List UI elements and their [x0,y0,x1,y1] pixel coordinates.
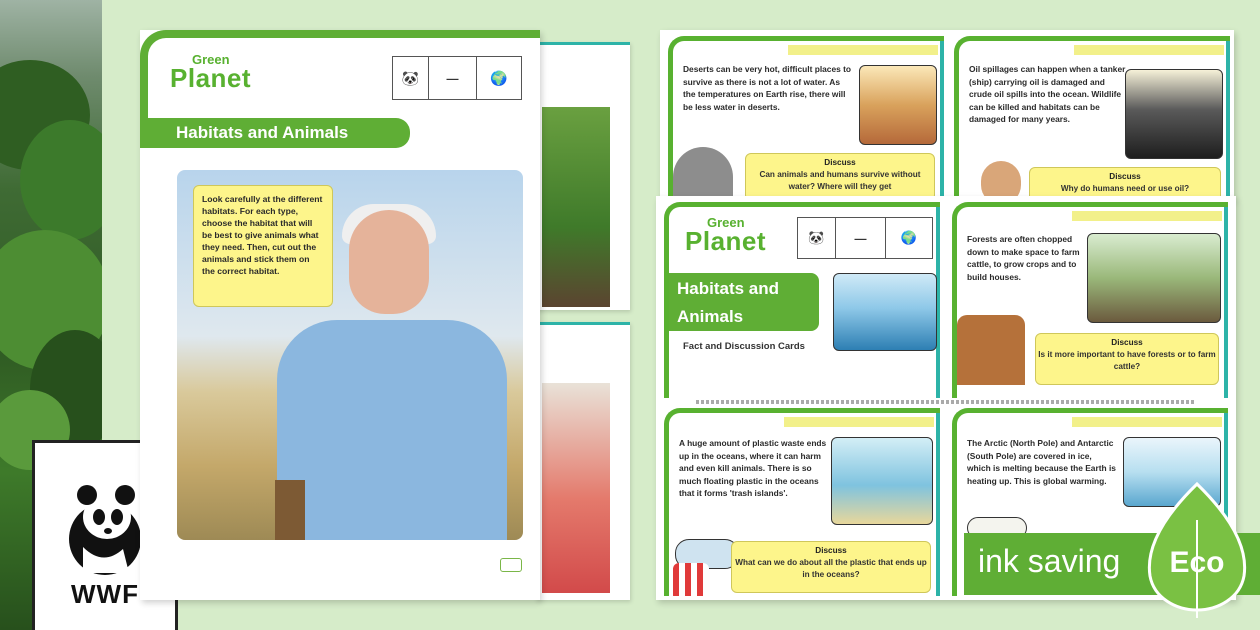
dolphins-illustration [833,273,937,351]
fact-text: Forests are often chopped down to make space to farm cattle, to grow crops and to build houses. [967,234,1080,282]
card-header-strip [784,417,934,427]
eco-label: Eco [1169,546,1225,579]
back-sheet-forest [536,42,630,310]
partner-logos [797,217,933,259]
fact-text: A huge amount of plastic waste ends up in the oceans, where it can harm and even kill animals. There is so much floating plastic in the oceans that it forms 'trash islands'. [679,438,827,498]
wwf-small-icon: 🐼 [401,69,420,86]
eco-leaf-icon [1140,480,1254,620]
footer-logo [500,558,522,572]
card-forests [952,202,1228,398]
earth-logo-icon: 🌍 [900,230,918,245]
fact-text: The Arctic (North Pole) and Antarctic (South Pole) are covered in ice, which is melting because the Earth is heating up. This is global warming. [967,438,1116,486]
cards-title: Habitats and Animals [669,273,819,331]
discuss-box: Discuss Why do humans need or use oil? [1029,167,1221,200]
partner-text-logo: ▬▬▬ [446,75,459,81]
wwf-text: WWF [71,579,139,609]
cards-cover [664,202,940,398]
habitats-worksheet [140,30,540,600]
card-header-strip [1074,45,1224,55]
card-plastic [664,408,940,596]
card-oil-spillages [954,36,1230,200]
hippo-illustration [673,147,733,200]
back-sheet-coral [536,322,630,600]
card-header-strip [1072,211,1222,221]
fact-text: Oil spillages can happen when a tanker (ship) carrying oil is damaged and crude oil spills into the ocean. Wildlife can be killed and habitats can be damaged for many years. [969,64,1126,124]
oil-rig-illustration [1125,69,1223,159]
panda-icon [63,477,147,577]
cards-sheet-top [660,30,1234,200]
bag-illustration [673,563,709,596]
worksheet-title: Habitats and Animals [140,118,410,148]
discuss-box: Discuss Is it more important to have forests or to farm cattle? [1035,333,1219,385]
child-illustration [981,161,1021,200]
cow-illustration [957,315,1025,385]
ink-saving-text: ink saving [978,543,1121,579]
desert-illustration [859,65,937,145]
card-deserts [668,36,944,200]
fact-text: Deserts can be very hot, difficult places to survive as there is not a lot of water. As the temperatures on Earth rise, there will be less water in deserts. [683,64,852,112]
earth-logo-icon: 🌍 [490,69,508,86]
partner-text-logo: ▬▬▬ [854,235,867,241]
green-planet-logo: Green Planet [685,215,767,256]
card-header-strip [1072,417,1222,427]
copyright-strip [696,400,1196,404]
instructions-note: Look carefully at the different habitats. For each type, choose the habitat that will be best to give animals what they need. Then, cut out the animals and stick them on the correct habitat. [193,185,333,307]
discuss-box: Discuss Can animals and humans survive without water? Where will they get [745,153,935,200]
cards-subtitle: Fact and Discussion Cards [683,341,805,352]
partner-logos [392,56,522,100]
discuss-box: Discuss What can we do about all the plastic that ends up in the oceans? [731,541,931,593]
card-header-strip [788,45,938,55]
plastic-ocean-illustration [831,437,933,525]
deforestation-illustration [1087,233,1221,323]
green-planet-logo: Green Planet [170,52,252,93]
wwf-small-icon: 🐼 [808,230,825,245]
